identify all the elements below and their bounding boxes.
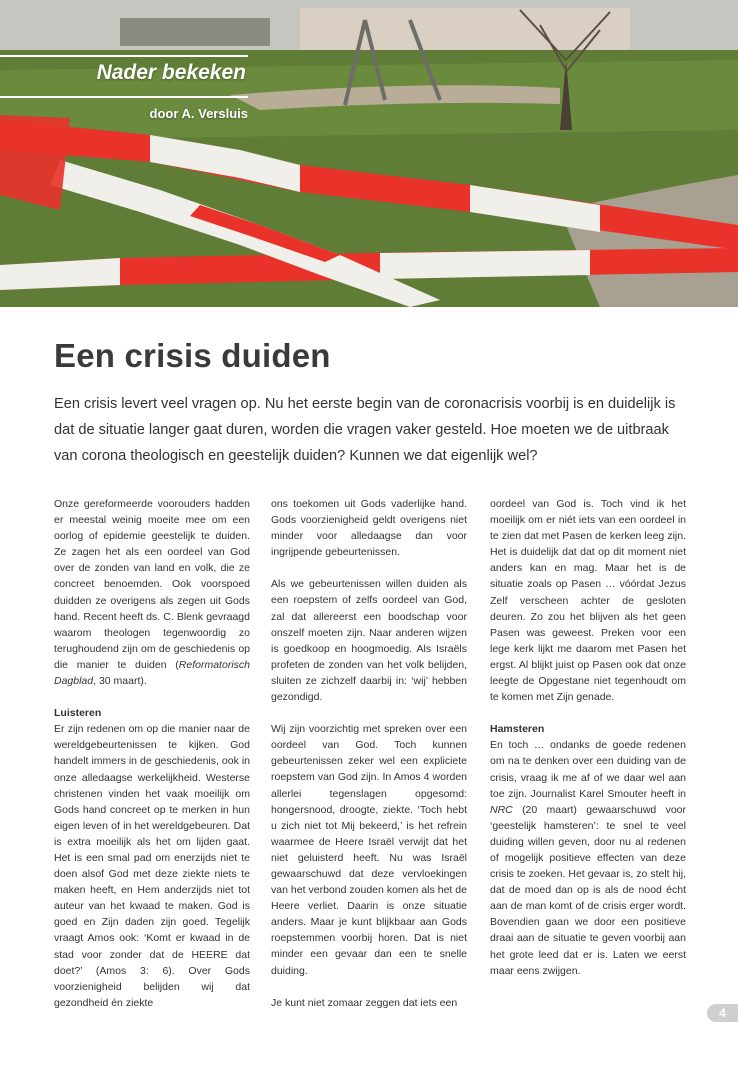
text: (20 maart) gewaarschuwd voor ‘geestelijk hamsteren’: te snel te veel duiding willen geven, door nu al redenen of mogelijk positieve effecten van deze crisis te zoeken. Het gevaar is, zo stelt hij, dat de moed dan op is als de nood écht aan de man komt of de crisis erger wordt. Bovendien gaan we door een positieve draai aan de situatie te geven voorbij aan het grote leed dat er is. Laten we eerst maar eens zwijgen. — [490, 803, 686, 977]
text: , 30 maart). — [93, 675, 147, 688]
paragraph — [490, 737, 686, 978]
column-1 — [54, 496, 250, 1027]
background-building — [300, 8, 630, 54]
column-3 — [490, 496, 686, 995]
series-title: Nader bekeken — [96, 61, 246, 84]
paragraph: oordeel van God is. Toch vind ik het moeilijk om er niét iets van een oordeel in te zien dat met Pasen de kerken leeg zijn. Het is duidelijk dat dat op dit moment niet anders kan en mag. Maar het is de situatie zoals op Pasen … vóórdat Jezus Zelf verscheen achter de gesloten deuren. Zo zou het blijven als het geen Pasen was geweest. Preken voor een lege kerk lijkt me daarom met Pasen het ergst. Al blijkt juist op Pasen ook dat onze leegte de Opgestane niet tegenhoudt om te komen met Zijn genade. — [490, 498, 686, 704]
page-number: 4 — [707, 1004, 738, 1022]
barrier-tape-photo — [0, 0, 738, 307]
section-heading: Luisteren — [54, 707, 102, 720]
text: En toch … ondanks de goede redenen om na te denken over een duiding van de crisis, vraag ik me af of we daar wel aan toe zijn. Journalist Karel Smouter heeft in — [490, 739, 686, 800]
barrier-tape — [0, 115, 70, 210]
section-heading: Hamsteren — [490, 723, 545, 736]
series-rule-bottom — [0, 96, 248, 98]
series-rule-top — [0, 55, 248, 57]
article-title: Een crisis duiden — [54, 337, 331, 374]
paragraph — [54, 496, 250, 689]
article-lead: Een crisis levert veel vragen op. Nu het eerste begin van de coronacrisis voorbij is en duidelijk is dat de situatie langer gaat duren, worden die vragen vaker gesteld. Hoe moeten we de uitbraak van corona theologisch en geestelijk duiden? Kunnen we dat eigenlijk wel? — [54, 396, 676, 464]
header-photo — [0, 0, 738, 307]
paragraph: Wij zijn voorzichtig met spreken over een oordeel van God. Toch kunnen gebeurtenissen zeker wel een expliciete roepstem van God zijn. In Amos 4 worden allerlei tegenslagen opgesomd: hongersnood, droogte, ziekte. ‘Toch hebt u zich niet tot Mij bekeerd,’ is het refrein waarmee de Heere Israël verwijt dat het niet geluisterd heeft. Nu was Israël gewaarschuwd dat deze vervloekingen van het verbond zouden komen als het de Heere verliet. Daarin is onze situatie anders. Maar je kunt blijkbaar aan Gods roepstemmen voorbij horen. Dat is niet minder een gevaar dan een te snelle duiding. — [271, 723, 467, 977]
source-reference: Reformatorisch Dagblad — [54, 658, 250, 688]
background-fence — [120, 18, 270, 46]
author-byline: door A. Versluis — [149, 106, 248, 121]
paragraph: Als we gebeurtenissen willen duiden als een roepstem of zelfs oordeel van God, zal dat allereerst een boodschap voor onszelf moeten zijn. Naar anderen wijzen is goedkoop en hoogmoedig. Als Israëls profeten de zonden van het volk belijden, sluiten ze zichzelf daarbij in: ‘wij’ hebben gezondigd. — [271, 578, 467, 704]
paragraph: Er zijn redenen om op die manier naar de wereldgebeurtenissen te kijken. God handelt immers in de geschiedenis, ook in onze alledaagse werkelijkheid. Westerse christenen vinden het vaak moeilijk om Gods hand concreet op te merken in hun eigen leven of in het wereldgebeuren. Dat is extra moeilijk als het om lijden gaat. Het is een smal pad om enerzijds niet te doen alsof God met deze ziekte niets te maken heeft, en Hem anderzijds niet tot auteur van het kwaad te maken. God is goed en Zijn daden zijn goed. Tegelijk vraagt Amos ook: ‘Komt er kwaad in de stad voor zonder dat de HEERE dat doet?’ (Amos 3: 6). Over Gods voorzienigheid belijden wij dat gezondheid én ziekte — [54, 723, 250, 1009]
text: Onze gereformeerde voorouders hadden er meestal weinig moeite mee om een oorlog of epidemie geestelijk te duiden. Ze zagen het als een oordeel van God over de zonden van land en volk, die ze concreet benoemden. Ook voorspoed duidden ze overigens als zegen uit Gods hand. Recent heeft ds. C. Blenk gevraagd waarom theologen tegenwoordig zo terughoudend zijn om de geschiedenis op die manier te duiden ( — [54, 498, 250, 671]
column-2 — [271, 496, 467, 1027]
barrier-tape — [380, 250, 590, 279]
paragraph: ons toekomen uit Gods vaderlijke hand. Gods voorzienigheid geldt overigens niet minder voor alledaagse dan voor ingrijpende gebeurtenissen. — [271, 498, 467, 559]
source-reference: NRC — [490, 803, 513, 816]
paragraph: Je kunt niet zomaar zeggen dat iets een — [271, 996, 458, 1009]
